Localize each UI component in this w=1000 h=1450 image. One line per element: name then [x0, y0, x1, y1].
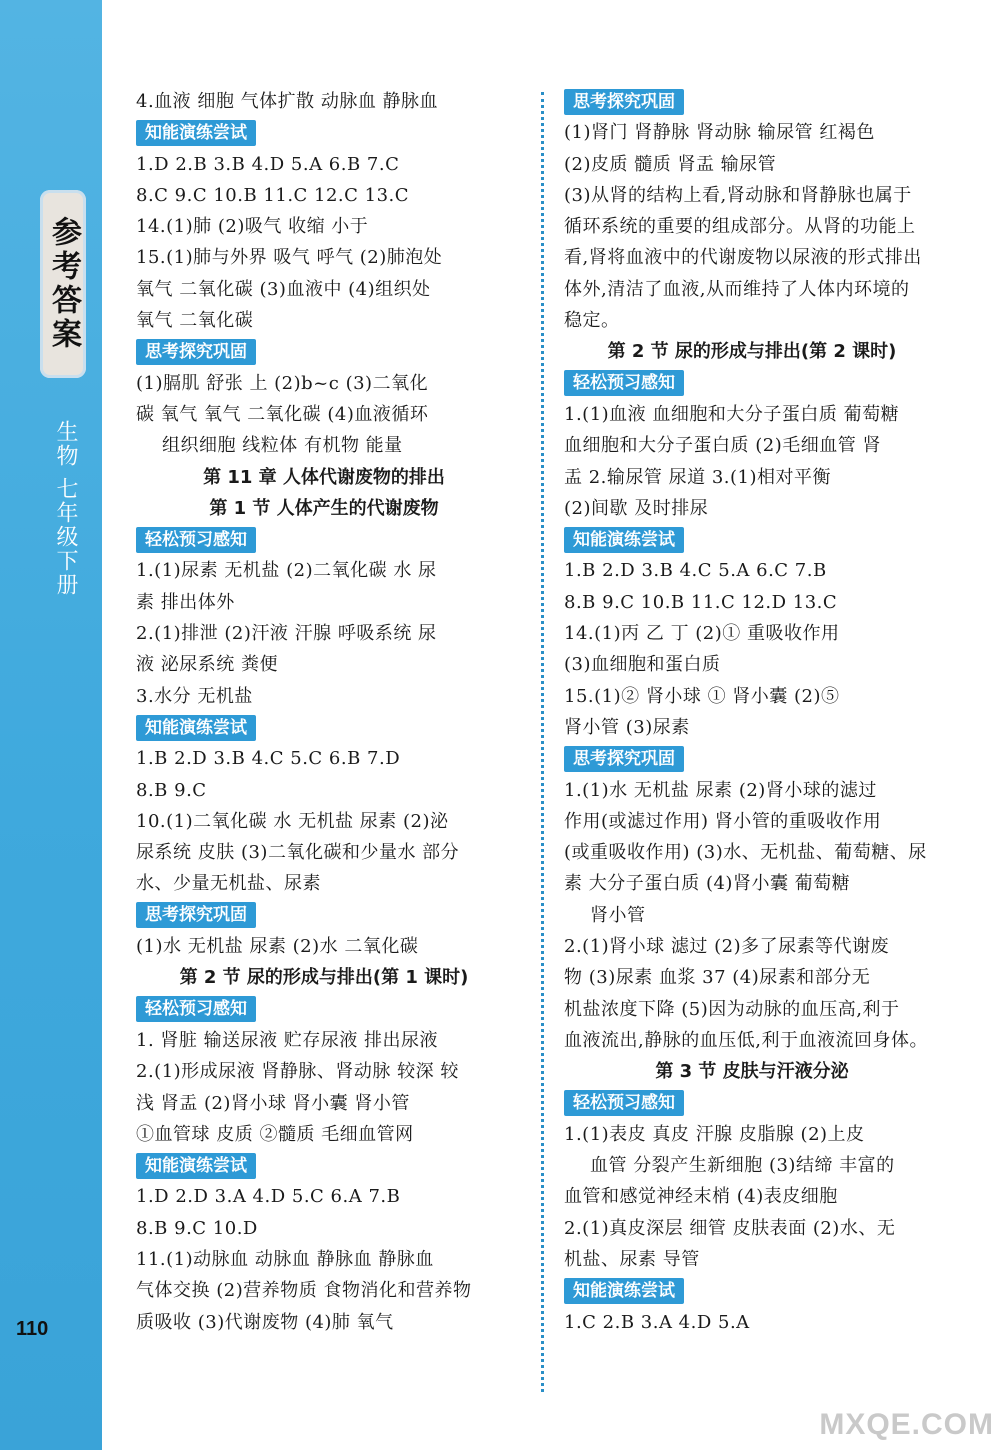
answer-line: 体外,清洁了血液,从而维持了人体内环境的	[564, 278, 910, 300]
answer-line: 15.(1)肺与外界 吸气 呼气 (2)肺泡处	[136, 247, 443, 269]
answer-line: 1.(1)表皮 真皮 汗腺 皮脂腺 (2)上皮	[564, 1123, 865, 1145]
answer-line: (1)水 无机盐 尿素 (2)水 二氧化碳	[136, 936, 419, 958]
answer-line: 组织细胞 线粒体 有机物 能量	[162, 435, 403, 457]
section-header-label: 思考探究巩固	[564, 746, 684, 772]
answer-line: 氧气 二氧化碳 (3)血液中 (4)组织处	[136, 278, 431, 300]
answer-line: 碳 氧气 氧气 二氧化碳 (4)血液循环	[136, 403, 429, 425]
answer-line: 血管和感觉神经末梢 (4)表皮细胞	[564, 1186, 838, 1208]
section-header	[136, 712, 512, 743]
section-header	[564, 1275, 940, 1306]
section-header-label: 知能演练尝试	[136, 1153, 256, 1179]
answer-line: (2)皮质 髓质 肾盂 输尿管	[564, 153, 777, 175]
answer-line: 循环系统的重要的组成部分。从肾的功能上	[564, 216, 916, 238]
right-column	[564, 86, 940, 1338]
left-column	[136, 86, 512, 1338]
answer-line: 1.C 2.B 3.A 4.D 5.A	[564, 1311, 750, 1333]
section-header-label: 思考探究巩固	[136, 902, 256, 928]
answer-line: 素 排出体外	[136, 591, 235, 613]
answer-tab	[40, 190, 86, 378]
section-header	[136, 900, 512, 931]
answer-line: 2.(1)真皮深层 细管 皮肤表面 (2)水、无	[564, 1217, 896, 1239]
answer-line: 1.(1)水 无机盐 尿素 (2)肾小球的滤过	[564, 779, 877, 801]
column-divider	[541, 92, 544, 1392]
answer-line: (1)膈肌 舒张 上 (2)b~c (3)二氧化	[136, 372, 429, 394]
section-header-label: 知能演练尝试	[564, 527, 684, 553]
answer-line: 机盐浓度下降 (5)因为动脉的血压高,利于	[564, 998, 900, 1020]
answer-line: 气体交换 (2)营养物质 食物消化和营养物	[136, 1280, 472, 1302]
answer-line: 14.(1)丙 乙 丁 (2)① 重吸收作用	[564, 623, 840, 645]
answer-line: ①血管球 皮质 ②髓质 毛细血管网	[136, 1123, 414, 1145]
chapter-title: 第 2 节 尿的形成与排出(第 2 课时)	[607, 341, 897, 363]
answer-line: (2)间歇 及时排尿	[564, 497, 709, 519]
answer-line: 1.D 2.B 3.B 4.D 5.A 6.B 7.C	[136, 153, 400, 175]
answer-line: 8.B 9.C 10.B 11.C 12.D 13.C	[564, 591, 838, 613]
answer-line: 2.(1)排泄 (2)汗液 汗腺 呼吸系统 尿	[136, 623, 437, 645]
section-header	[564, 368, 940, 399]
section-header	[564, 524, 940, 555]
answer-line: 素 大分子蛋白质 (4)肾小囊 葡萄糖	[564, 873, 851, 895]
chapter-title: 第 2 节 尿的形成与排出(第 1 课时)	[179, 967, 469, 989]
answer-line: 11.(1)动脉血 动脉血 静脉血 静脉血	[136, 1248, 434, 1270]
answer-line: 8.C 9.C 10.B 11.C 12.C 13.C	[136, 184, 410, 206]
answer-line: 机盐、尿素 导管	[564, 1248, 700, 1270]
section-header-label: 轻松预习感知	[564, 370, 684, 396]
section-header	[136, 1150, 512, 1181]
answer-line: 看,肾将血液中的代谢废物以尿液的形式排出	[564, 247, 922, 269]
answer-line: (3)血细胞和蛋白质	[564, 654, 721, 676]
section-header-label: 轻松预习感知	[136, 527, 256, 553]
tab-title: 参考答案	[46, 216, 81, 352]
answer-line: 液 泌尿系统 粪便	[136, 654, 278, 676]
chapter-title: 第 11 章 人体代谢废物的排出	[203, 466, 445, 488]
answer-line: 肾小管	[590, 904, 646, 926]
answer-line: 8.B 9.C	[136, 779, 207, 801]
answer-line: (1)肾门 肾静脉 肾动脉 输尿管 红褐色	[564, 122, 875, 144]
answer-line: 8.B 9.C 10.D	[136, 1217, 258, 1239]
answer-line: 15.(1)② 肾小球 ① 肾小囊 (2)⑤	[564, 685, 840, 707]
section-header-label: 轻松预习感知	[564, 1090, 684, 1116]
answer-line: 1.B 2.D 3.B 4.C 5.A 6.C 7.B	[564, 560, 827, 582]
watermark: MXQE.COM	[819, 1408, 994, 1441]
answer-line: (3)从肾的结构上看,肾动脉和肾静脉也属于	[564, 184, 912, 206]
section-header	[564, 86, 940, 117]
answer-line: 4.血液 细胞 气体扩散 动脉血 静脉血	[136, 91, 439, 112]
answer-line: (或重吸收作用) (3)水、无机盐、葡萄糖、尿	[564, 842, 927, 864]
answer-line: 2.(1)形成尿液 肾静脉、肾动脉 较深 较	[136, 1061, 459, 1083]
page-number: 110	[16, 1318, 49, 1340]
answer-line: 水、少量无机盐、尿素	[136, 873, 321, 895]
answer-line: 3.水分 无机盐	[136, 685, 253, 707]
section-header	[564, 1088, 940, 1119]
answer-line: 浅 肾盂 (2)肾小球 肾小囊 肾小管	[136, 1092, 410, 1114]
section-header	[136, 994, 512, 1025]
answer-line: 氧气 二氧化碳	[136, 310, 254, 332]
section-header	[136, 117, 512, 148]
section-header	[564, 743, 940, 774]
answer-line: 血液流出,静脉的血压低,利于血液流回身体。	[564, 1029, 928, 1051]
section-header-label: 思考探究巩固	[136, 339, 256, 365]
sidebar	[0, 0, 102, 1450]
answer-line: 盂 2.输尿管 尿道 3.(1)相对平衡	[564, 466, 832, 488]
answer-line: 1.(1)血液 血细胞和大分子蛋白质 葡萄糖	[564, 403, 900, 425]
answer-line: 1. 肾脏 输送尿液 贮存尿液 排出尿液	[136, 1029, 439, 1051]
chapter-title: 第 3 节 皮肤与汗液分泌	[655, 1061, 849, 1083]
section-header-label: 知能演练尝试	[564, 1278, 684, 1304]
answer-line: 2.(1)肾小球 滤过 (2)多了尿素等代谢废	[564, 936, 890, 958]
answer-line: 血细胞和大分子蛋白质 (2)毛细血管 肾	[564, 435, 881, 457]
answer-line: 尿系统 皮肤 (3)二氧化碳和少量水 部分	[136, 842, 460, 864]
section-header-label: 知能演练尝试	[136, 120, 256, 146]
section-header	[136, 336, 512, 367]
section-header-label: 轻松预习感知	[136, 996, 256, 1022]
chapter-title: 第 1 节 人体产生的代谢废物	[209, 497, 439, 519]
answer-line: 1.D 2.D 3.A 4.D 5.C 6.A 7.B	[136, 1186, 401, 1208]
answer-line: 稳定。	[564, 310, 620, 332]
answer-line: 1.(1)尿素 无机盐 (2)二氧化碳 水 尿	[136, 560, 437, 582]
answer-line: 作用(或滤过作用) 肾小管的重吸收作用	[564, 810, 882, 832]
section-header-label: 知能演练尝试	[136, 715, 256, 741]
subject-label: 生物 七年级下册	[53, 420, 78, 597]
answer-line: 10.(1)二氧化碳 水 无机盐 尿素 (2)泌	[136, 810, 449, 832]
section-header	[136, 524, 512, 555]
answer-line: 血管 分裂产生新细胞 (3)结缔 丰富的	[590, 1155, 895, 1177]
answer-line: 物 (3)尿素 血浆 37 (4)尿素和部分无	[564, 967, 871, 989]
section-header-label: 思考探究巩固	[564, 89, 684, 115]
answer-line: 14.(1)肺 (2)吸气 收缩 小于	[136, 216, 369, 238]
answer-line: 肾小管 (3)尿素	[564, 716, 690, 738]
answer-line: 质吸收 (3)代谢废物 (4)肺 氧气	[136, 1311, 394, 1333]
answer-line: 1.B 2.D 3.B 4.C 5.C 6.B 7.D	[136, 748, 401, 770]
